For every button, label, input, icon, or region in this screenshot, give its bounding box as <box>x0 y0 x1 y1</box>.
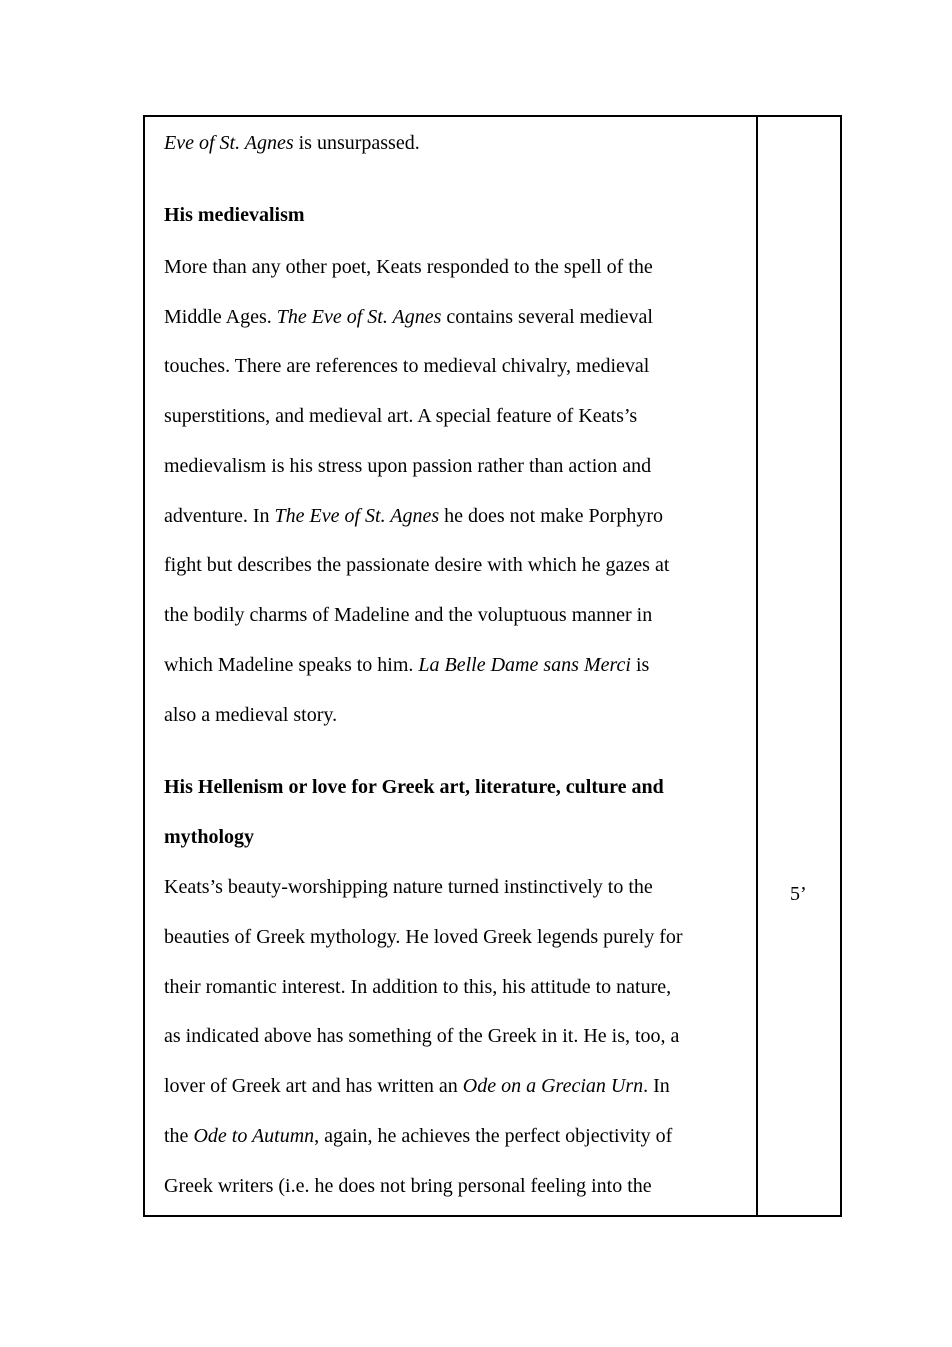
text-span: Middle Ages. <box>164 306 277 328</box>
time-marker: 5’ <box>790 883 807 905</box>
italic-title: The Eve of St. Agnes <box>274 505 440 527</box>
text-line: medievalism is his stress upon passion rather than action and <box>164 455 652 477</box>
text-line <box>164 305 653 329</box>
text-span: , again, he achieves the perfect objectivity of <box>314 1125 673 1147</box>
text-line: Greek writers (i.e. he does not bring personal feeling into the <box>164 1175 652 1197</box>
text-line: fight but describes the passionate desire with which he gazes at <box>164 554 670 576</box>
italic-title: Eve of St. Agnes <box>164 132 294 154</box>
text-span: contains several medieval <box>441 306 653 328</box>
italic-title: Ode on a Grecian Urn <box>462 1075 644 1097</box>
italic-title: Ode to Autumn <box>193 1125 315 1147</box>
column-divider <box>756 117 758 1215</box>
text-span: . In <box>643 1075 670 1097</box>
content-table <box>143 115 842 1217</box>
text-line: More than any other poet, Keats responded to the spell of the <box>164 256 653 278</box>
text-line: Keats’s beauty-worshipping nature turned instinctively to the <box>164 876 653 898</box>
italic-title: La Belle Dame sans Merci <box>418 654 631 676</box>
text-line <box>164 653 649 677</box>
text-span: adventure. In <box>164 505 275 527</box>
text-span: lover of Greek art and has written an <box>164 1075 463 1097</box>
text-span: is <box>630 654 650 676</box>
text-line: their romantic interest. In addition to this, his attitude to nature, <box>164 976 672 998</box>
text-line: also a medieval story. <box>164 704 338 726</box>
text-span: the <box>164 1125 194 1147</box>
text-line <box>164 131 420 155</box>
section-heading-medievalism: His medievalism <box>164 204 305 226</box>
text-line <box>164 1074 670 1098</box>
text-span: he does not make Porphyro <box>439 505 663 527</box>
text-span: is unsurpassed. <box>293 132 420 154</box>
text-line: superstitions, and medieval art. A special feature of Keats’s <box>164 405 638 427</box>
section-heading-hellenism: His Hellenism or love for Greek art, literature, culture and <box>164 776 664 798</box>
section-heading-hellenism-cont: mythology <box>164 826 254 848</box>
text-line: as indicated above has something of the Greek in it. He is, too, a <box>164 1025 680 1047</box>
text-line <box>164 504 663 528</box>
text-line: the bodily charms of Madeline and the voluptuous manner in <box>164 604 653 626</box>
text-span: which Madeline speaks to him. <box>164 654 419 676</box>
italic-title: The Eve of St. Agnes <box>276 306 442 328</box>
text-line: touches. There are references to medieval chivalry, medieval <box>164 355 650 377</box>
text-line <box>164 1124 672 1148</box>
text-line: beauties of Greek mythology. He loved Greek legends purely for <box>164 926 683 948</box>
